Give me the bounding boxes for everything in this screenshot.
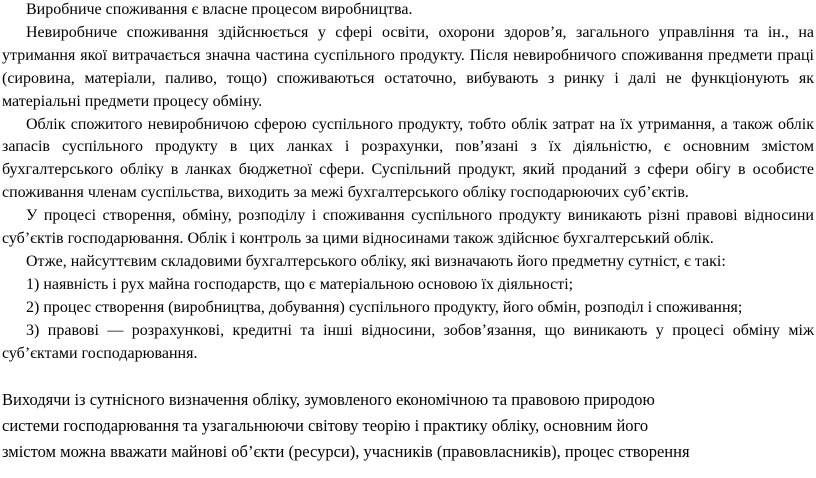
list-item-1: 1) наявність і рух майна господарств, що є матеріальною основою їх діяльності; (26, 275, 574, 293)
list-item-3: 3) правові — розрахункові, кредитні та інші відносини, зобов’язання, що виникають у процесі обміну між суб’єктами господарювання. (2, 321, 814, 362)
paragraph-essential-components: Отже, найсуттєвим складовими бухгалтерського обліку, які визначають його предметну сутніст, є такі: (26, 252, 726, 270)
paragraph-accounting-of-consumed-product: Облік спожитого невиробничою сферою суспільного продукту, тобто облік затрат на їх утримання, а також облік запасів суспільного продукту в цих ланках і розрахунки, пов’язані з їх діяльністю, є основним змістом бухгалтерського обліку в ланках бюджетної сфери. Суспільний продукт, який проданий з сфери обігу в особисте споживання членам суспільства, виходить за межі бухгалтерського обліку господарюючих суб’єктів. (2, 115, 814, 202)
paragraph-production-consumption: Виробниче споживання є власне процесом виробництва. (26, 1, 413, 18)
continuation-text-block (2, 387, 814, 465)
paragraph-non-production-consumption: Невиробниче споживання здійснюється у сфері освіти, охорони здоров’я, загального управління та ін., на утримання якої витрачається значна частина суспільного продукту. Після невиробничого споживання предмети праці (сировина, матеріали, паливо, тощо) споживаються остаточно, вибувають з ринку і далі не функціонують як матеріальні предмети процесу обміну. (2, 23, 814, 110)
main-text-block (2, 0, 814, 366)
list-item-2: 2) процес створення (виробництва, добування) суспільного продукту, його обмін, розподіл і споживання; (26, 298, 743, 316)
continuation-line-3: змістом можна вважати майнові об’єкти (ресурси), учасників (правовласників), процес створення (2, 442, 690, 461)
continuation-line-2: системи господарювання та узагальнюючи світову теорію і практику обліку, основним його (2, 416, 649, 435)
continuation-line-1: Виходячи із сутнісного визначення обліку, зумовленого економічною та правовою природою (2, 390, 655, 409)
paragraph-legal-relations: У процесі створення, обміну, розподілу і споживання суспільного продукту виникають різні правові відносини суб’єктів господарювання. Облік і контроль за цими відносинами також здійснює бухгалтерський облік. (2, 207, 814, 248)
